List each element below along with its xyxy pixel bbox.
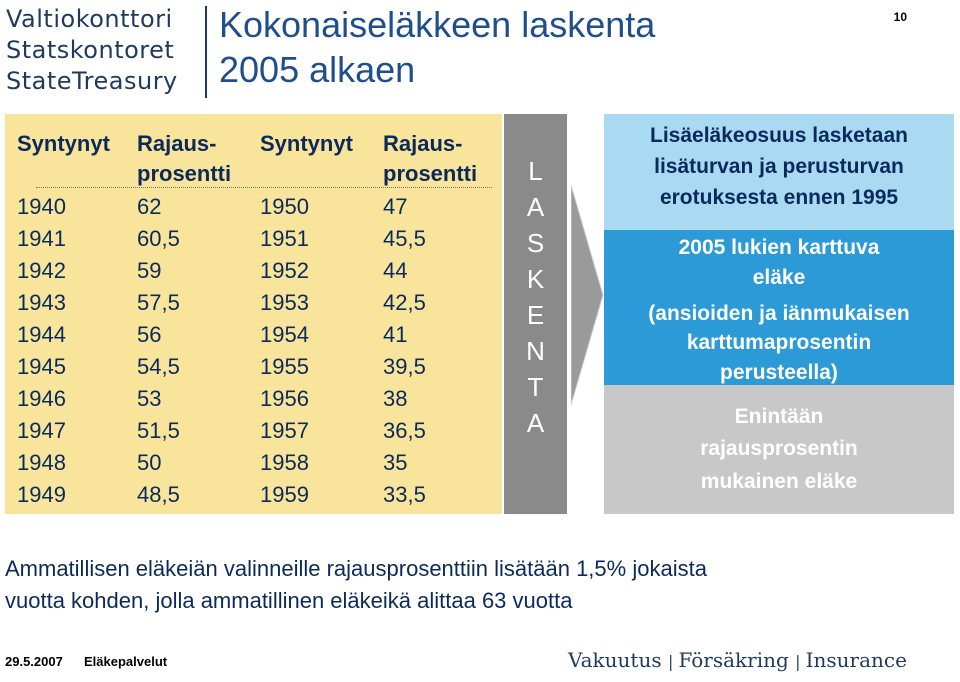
- footer-brand: [568, 648, 907, 672]
- laskenta-bar: [504, 114, 567, 514]
- header-born-1: Syntynyt: [17, 131, 110, 156]
- table-cell-rate-2: 39,5: [383, 354, 426, 379]
- table-cell-rate-1: 54,5: [137, 354, 180, 379]
- box2-line: karttumaprosentin: [686, 331, 872, 354]
- box1-line: lisäturvan ja perusturvan: [654, 155, 904, 178]
- table-cell-born-year-1: 1940: [17, 194, 66, 219]
- table-cell-born-year-1: 1944: [17, 322, 66, 347]
- table-cell-rate-2: 41: [383, 322, 408, 347]
- table-cell-born-year-2: 1950: [260, 194, 309, 219]
- footer-unit: Eläkepalvelut: [84, 654, 168, 669]
- header-rate-1-b: prosentti: [137, 161, 232, 186]
- supplementary-pension-box: [604, 114, 954, 230]
- table-cell-rate-2: 44: [383, 258, 408, 283]
- laskenta-letter: A: [526, 408, 545, 438]
- logo-divider: [205, 6, 207, 98]
- footer-date: 29.5.2007: [5, 654, 63, 669]
- table-cell-born-year-2: 1957: [260, 418, 309, 443]
- header-rate-2-a: Rajaus-: [383, 131, 463, 156]
- table-cell-rate-1: 59: [137, 258, 162, 283]
- table-cell-born-year-1: 1948: [17, 450, 66, 475]
- table-cell-born-year-2: 1956: [260, 386, 309, 411]
- title-line-1: Kokonaiseläkkeen laskenta: [219, 4, 656, 45]
- header-rate-1-a: Rajaus-: [137, 131, 217, 156]
- brand-word: Vakuutus: [568, 648, 662, 672]
- table-cell-born-year-1: 1941: [17, 226, 66, 251]
- box2-line: perusteella): [720, 361, 838, 384]
- page-number: 10: [893, 10, 907, 24]
- table-cell-rate-1: 48,5: [137, 482, 180, 507]
- table-cell-rate-1: 51,5: [137, 418, 180, 443]
- table-cell-rate-2: 45,5: [383, 226, 426, 251]
- table-cell-born-year-1: 1947: [17, 418, 66, 443]
- table-cell-rate-1: 50: [137, 450, 162, 475]
- table-cell-born-year-1: 1949: [17, 482, 66, 507]
- table-cell-rate-1: 53: [137, 386, 162, 411]
- footnote-line-1: Ammatillisen eläkeiän valinneille rajausprosenttiin lisätään 1,5% jokaista: [5, 556, 707, 581]
- brand-word: Försäkring: [678, 648, 789, 672]
- header-rate-2-b: prosentti: [383, 161, 478, 186]
- logo-line-sv: Statskontoret: [6, 36, 175, 64]
- footnote-line-2: vuotta kohden, jolla ammatillinen eläkeikä alittaa 63 vuotta: [5, 588, 573, 613]
- title-line-2: 2005 alkaen: [219, 49, 416, 90]
- box1-line: Lisäeläkeosuus lasketaan: [650, 124, 908, 147]
- laskenta-letter: A: [526, 192, 545, 222]
- logo-line-en: StateTreasury: [6, 67, 178, 95]
- accrued-pension-box: [604, 230, 954, 385]
- brand-word: Insurance: [805, 648, 907, 672]
- laskenta-letter: T: [527, 372, 544, 402]
- arrow-right-icon: [571, 185, 605, 405]
- table-cell-born-year-1: 1943: [17, 290, 66, 315]
- table-cell-rate-2: 36,5: [383, 418, 426, 443]
- box1-line: erotuksesta ennen 1995: [659, 186, 899, 209]
- brand-separator: |: [795, 652, 806, 671]
- footnote: [5, 553, 925, 617]
- laskenta-letter: S: [526, 228, 545, 258]
- box2-line: 2005 lukien karttuva: [678, 236, 880, 259]
- table-cell-born-year-2: 1952: [260, 258, 309, 283]
- table-cell-born-year-2: 1959: [260, 482, 309, 507]
- laskenta-letter: K: [526, 264, 545, 294]
- table-cell-rate-1: 57,5: [137, 290, 180, 315]
- box2-line: eläke: [752, 266, 806, 289]
- table-header-separator: [36, 187, 492, 188]
- laskenta-letter: N: [526, 336, 545, 366]
- laskenta-letter: E: [526, 300, 545, 330]
- valtiokonttori-logo: [6, 4, 196, 97]
- table-cell-rate-1: 62: [137, 194, 162, 219]
- table-cell-rate-1: 56: [137, 322, 162, 347]
- table-cell-born-year-1: 1945: [17, 354, 66, 379]
- logo-line-fi: Valtiokonttori: [6, 5, 173, 33]
- table-cell-born-year-2: 1958: [260, 450, 309, 475]
- laskenta-letter: L: [528, 156, 543, 186]
- max-pension-box: [604, 385, 954, 514]
- header-born-2: Syntynyt: [260, 131, 353, 156]
- table-cell-rate-2: 42,5: [383, 290, 426, 315]
- box2-line: (ansioiden ja iänmukaisen: [648, 302, 910, 325]
- table-cell-born-year-2: 1953: [260, 290, 309, 315]
- slide-title: [219, 2, 655, 92]
- table-cell-rate-2: 38: [383, 386, 408, 411]
- table-cell-born-year-1: 1942: [17, 258, 66, 283]
- table-cell-born-year-2: 1955: [260, 354, 309, 379]
- table-cell-born-year-1: 1946: [17, 386, 66, 411]
- table-cell-rate-2: 47: [383, 194, 408, 219]
- box3-line: rajausprosentin: [700, 437, 858, 460]
- table-cell-rate-2: 35: [383, 450, 408, 475]
- brand-separator: |: [667, 652, 679, 671]
- table-cell-born-year-2: 1951: [260, 226, 309, 251]
- table-cell-born-year-2: 1954: [260, 322, 309, 347]
- box3-line: mukainen eläke: [700, 470, 858, 493]
- box3-line: Enintään: [734, 405, 824, 428]
- table-cell-rate-2: 33,5: [383, 482, 426, 507]
- table-cell-rate-1: 60,5: [137, 226, 180, 251]
